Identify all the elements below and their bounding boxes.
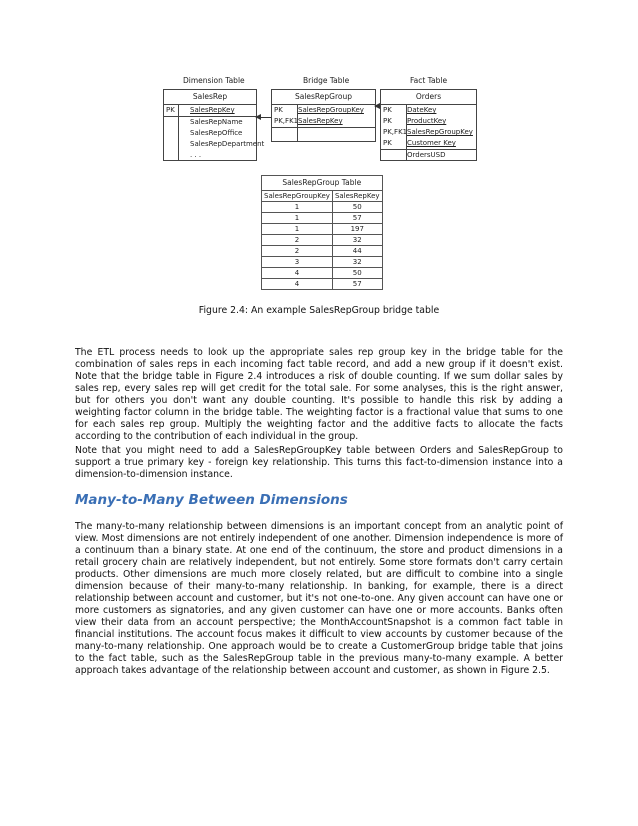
salesrepgroup-table (261, 175, 383, 290)
table-row: 1 50 (262, 202, 383, 213)
bridge-table-label: Bridge Table (303, 76, 350, 85)
orders-entity (380, 89, 477, 161)
orders-row: PK ProductKey (383, 117, 447, 125)
table-row: 4 57 (262, 279, 383, 290)
section-heading: Many-to-Many Between Dimensions (75, 492, 348, 508)
salesrep-entity (163, 89, 265, 161)
orders-row: PK DateKey (383, 106, 437, 114)
orders-title: Orders (381, 90, 476, 105)
arrow-bridge-to-salesrep (256, 117, 271, 118)
salesrep-title: SalesRep (164, 90, 256, 105)
dimension-table-label: Dimension Table (183, 76, 245, 85)
salesrepgroup-table-title: SalesRepGroup Table (261, 175, 383, 190)
salesrepgroup-title: SalesRepGroup (272, 90, 375, 105)
salesrep-field: SalesRepOffice (190, 129, 243, 137)
table-row: 4 50 (262, 268, 383, 279)
salesrep-field: SalesRepDepartment (190, 140, 265, 148)
paragraph-salesrepgroupkey: Note that you might need to add a SalesRepGroupKey table between Orders and SalesRepGroup to support a true primary key - foreign key relationship. This turns this fact-to-dimension instance into a dimension-to-dimension instance. (75, 445, 563, 480)
fact-table-label: Fact Table (410, 76, 448, 85)
table-row: 1 57 (262, 213, 383, 224)
bridge-row: PK SalesRepGroupKey (274, 106, 364, 114)
salesrepgroup-entity (271, 89, 376, 142)
figure-caption: Figure 2.4: An example SalesRepGroup bridge table (198, 305, 440, 316)
table-row: 3 32 (262, 257, 383, 268)
salesrep-pk-row: PK SalesRepKey (164, 105, 256, 117)
orders-row: PK Customer Key (381, 138, 476, 150)
table-row: 2 44 (262, 246, 383, 257)
arrow-orders-to-bridge (375, 106, 380, 107)
paragraph-double-counting: The ETL process needs to look up the appropriate sales rep group key in the bridge table for the combination of sales reps in each incoming fact table record, and add a new group if it doesn't exist. Note that the bridge table in Figure 2.4 introduces a risk of double counting. If we sum dollar sales by sales rep, every sales rep will get credit for the total sale. For some analyses, this is the right answer, but for others you don't want any double counting. It's possible to handle this risk by adding a weighting factor column in the bridge table. The weighting factor is a fractional value that sums to one for each sales rep group. Multiply the weighting factor and the additive facts to allocate the facts according to the contribution of each individual in the group. (75, 347, 563, 442)
bridge-row: PK,FK1 SalesRepKey (272, 116, 375, 128)
table-row: 2 32 (262, 235, 383, 246)
paragraph-many-to-many: The many-to-many relationship between dimensions is an important concept from an analytic point of view. Most dimensions are not entirely independent of one another. Dimension independence is more of a continuum than a binary state. At one end of the continuum, the store and product dimensions in a retail grocery chain are relatively independent, but not entirely. Some store formats don't carry certain products. Other dimensions are much more closely related, but are difficult to combine into a single dimension because of their many-to-many relationship. In banking, for example, there is a direct relationship between account and customer, but it's not one-to-one. Any given account can have one or more customers as signatories, and any given customer can have one or more accounts. Banks often view their data from an account perspective; the MonthAccountSnapshot is a common fact table in financial institutions. The account focus makes it difficult to view accounts by customer because of the many-to-many relationship. One approach would be to create a CustomerGroup bridge table that joins to the fact table, such as the SalesRepGroup table in the previous many-to-many example. A better approach takes advantage of the relationship between account and customer, as shown in Figure 2.5. (75, 521, 563, 676)
figure-2-4 (0, 0, 638, 300)
salesrep-field: SalesRepName (190, 118, 243, 126)
salesrep-field: . . . (190, 151, 202, 159)
orders-row: PK,FK1 SalesRepGroupKey (383, 128, 473, 136)
table-header-row: SalesRepGroupKey SalesRepKey (262, 191, 383, 202)
table-row: 1 197 (262, 224, 383, 235)
orders-fact-row: OrdersUSD (407, 151, 446, 159)
